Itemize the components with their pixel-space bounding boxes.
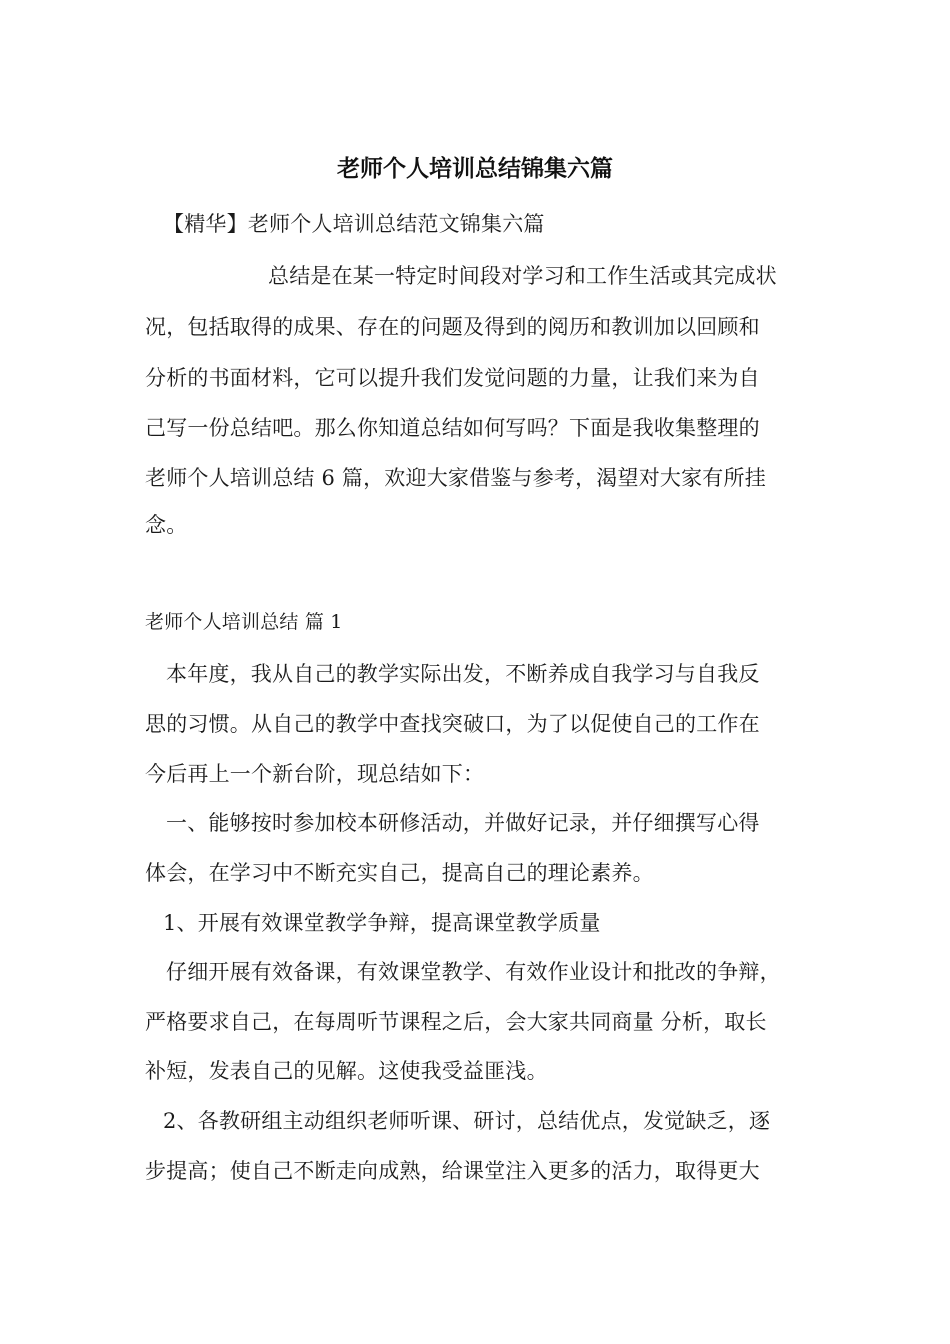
body-line: 步提高；使自己不断走向成熟，给课堂注入更多的活力，取得更大: [145, 1159, 760, 1183]
body-line: 今后再上一个新台阶，现总结如下：: [145, 762, 485, 786]
document-subtitle: 【精华】老师个人培训总结范文锦集六篇: [163, 212, 545, 236]
body-line: 补短，发表自己的见解。这使我受益匪浅。: [145, 1059, 548, 1083]
intro-line: 念。: [145, 513, 188, 537]
intro-line: 分析的书面材料，它可以提升我们发觉问题的力量，让我们来为自: [145, 366, 760, 390]
body-line: 仔细开展有效备课，有效课堂教学、有效作业设计和批改的争辩，: [166, 960, 781, 984]
body-line: 严格要求自己，在每周听节课程之后，会大家共同商量 分析，取长: [145, 1010, 767, 1034]
body-line: 2、各教研组主动组织老师听课、研讨，总结优点，发觉缺乏，逐: [163, 1109, 771, 1133]
document-title: 老师个人培训总结锦集六篇: [337, 156, 613, 182]
intro-line: 况，包括取得的成果、存在的问题及得到的阅历和教训加以回顾和: [145, 315, 760, 339]
intro-line: 总结是在某一特定时间段对学习和工作生活或其完成状: [268, 264, 777, 288]
body-line: 体会，在学习中不断充实自己，提高自己的理论素养。: [145, 861, 654, 885]
body-line: 本年度，我从自己的教学实际出发，不断养成自我学习与自我反: [166, 662, 760, 686]
body-line: 思的习惯。从自己的教学中查找突破口，为了以促使自己的工作在: [145, 712, 760, 736]
body-line: 1、开展有效课堂教学争辩，提高课堂教学质量: [163, 911, 601, 935]
section-heading: 老师个人培训总结 篇 1: [145, 611, 343, 633]
intro-line: 己写一份总结吧。那么你知道总结如何写吗？下面是我收集整理的: [145, 416, 760, 440]
intro-line: 老师个人培训总结 6 篇，欢迎大家借鉴与参考，渴望对大家有所挂: [145, 466, 766, 490]
body-line: 一、能够按时参加校本研修活动，并做好记录，并仔细撰写心得: [166, 811, 760, 835]
